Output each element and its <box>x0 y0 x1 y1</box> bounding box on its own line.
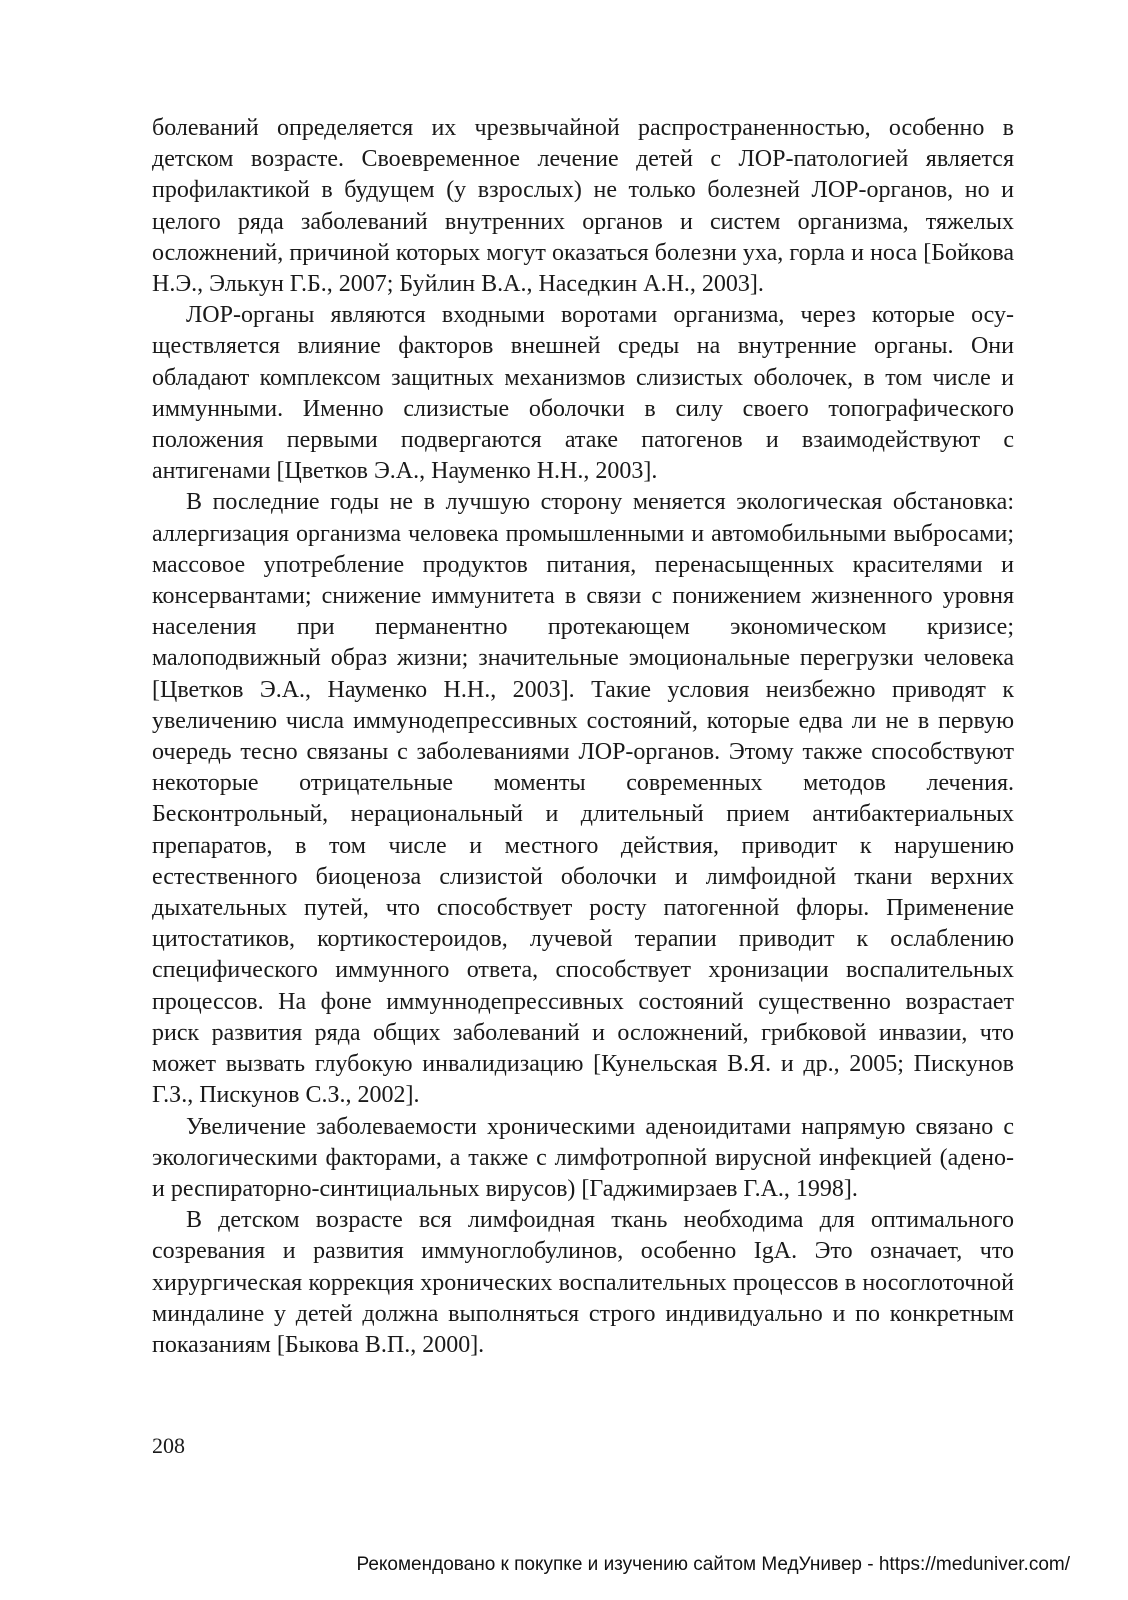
page-number: 208 <box>152 1433 185 1458</box>
paragraph-3: В последние годы не в лучшую сторону меняется экологическая обстановка: аллергизация организма человека промышленными и автомобильными выбросами; массовое употребление продуктов питания, перенасыщенных красителями и консервантами; снижение иммунитета в связи с понижением жизненного уровня населения при перманентно протекающем экономическом кризисе; малоподвижный образ жизни; значительные эмоциональные перегрузки человека [Цветков Э.А., Науменко Н.Н., 2003]. Такие условия неизбежно приводят к увеличению числа иммунодепрессивных состояний, которые едва ли не в первую очередь тесно связаны с заболеваниями ЛОР-органов. Этому также способствуют некоторые отрицательные моменты современных методов лечения. Бесконтрольный, нерациональный и длительный прием антибактериальных препаратов, в том числе и местного действия, приводит к нарушению естественного биоценоза слизистой оболочки и лимфоидной ткани верхних дыхательных путей, что способствует росту патогенной флоры. Применение цитостатиков, кортикостероидов, лучевой терапии приводит к ослаблению специфического иммунного ответа, способствует хронизации воспалительных процессов. На фоне иммуннодепрессивных состояний существенно возрастает риск развития ряда общих заболеваний и осложнений, грибковой инвазии, что может вызвать глубокую инвалидизацию [Кунельская В.Я. и др., 2005; Пискунов Г.З., Пискунов С.З., 2002]. <box>152 489 1014 1109</box>
paragraph-5: В детском возрасте вся лимфоидная ткань необходима для оптимального созревания и развития иммуноглобулинов, особенно IgA. Это означает, что хирургическая коррекция хронических воспалительных процессов в носоглоточной миндалине у детей должна выполняться строго индивидуально и по конкретным показаниям [Быкова В.П., 2000]. <box>152 1207 1014 1358</box>
body-text <box>152 113 1014 1361</box>
paragraph-2: ЛОР-органы являются входными воротами организма, через которые осуществляется влияние факторов внешней среды на внутренние органы. Они обладают комплексом защитных механизмов слизистых оболочек, в том числе и иммунными. Именно слизистые оболочки в силу своего топографического положения первыми подвергаются атаке патогенов и взаимодействуют с антигенами [Цветков Э.А., Науменко Н.Н., 2003]. <box>152 302 1014 485</box>
paragraph-1: болеваний определяется их чрезвычайной распространенностью, особенно в детском возрасте. Своевременное лечение детей с ЛОР-патологией является профилактикой в будущем (у взрослых) не только болезней ЛОР-органов, но и целого ряда заболеваний внутренних органов и систем организма, тяжелых осложнений, причиной которых могут оказаться болезни уха, горла и носа [Бойкова Н.Э., Элькун Г.Б., 2007; Буйлин В.А., Наседкин А.Н., 2003]. <box>152 115 1014 298</box>
footer-note: Рекомендовано к покупке и изучению сайтом МедУнивер - https://meduniver.com/ <box>356 1554 1070 1575</box>
paragraph-4: Увеличение заболеваемости хроническими аденоидитами напрямую связано с экологическими факторами, а также с лимфотропной вирусной инфекцией (адено- и респираторно-синтициальных вирусов) [Гаджимирзаев Г.А., 1998]. <box>152 1113 1014 1202</box>
